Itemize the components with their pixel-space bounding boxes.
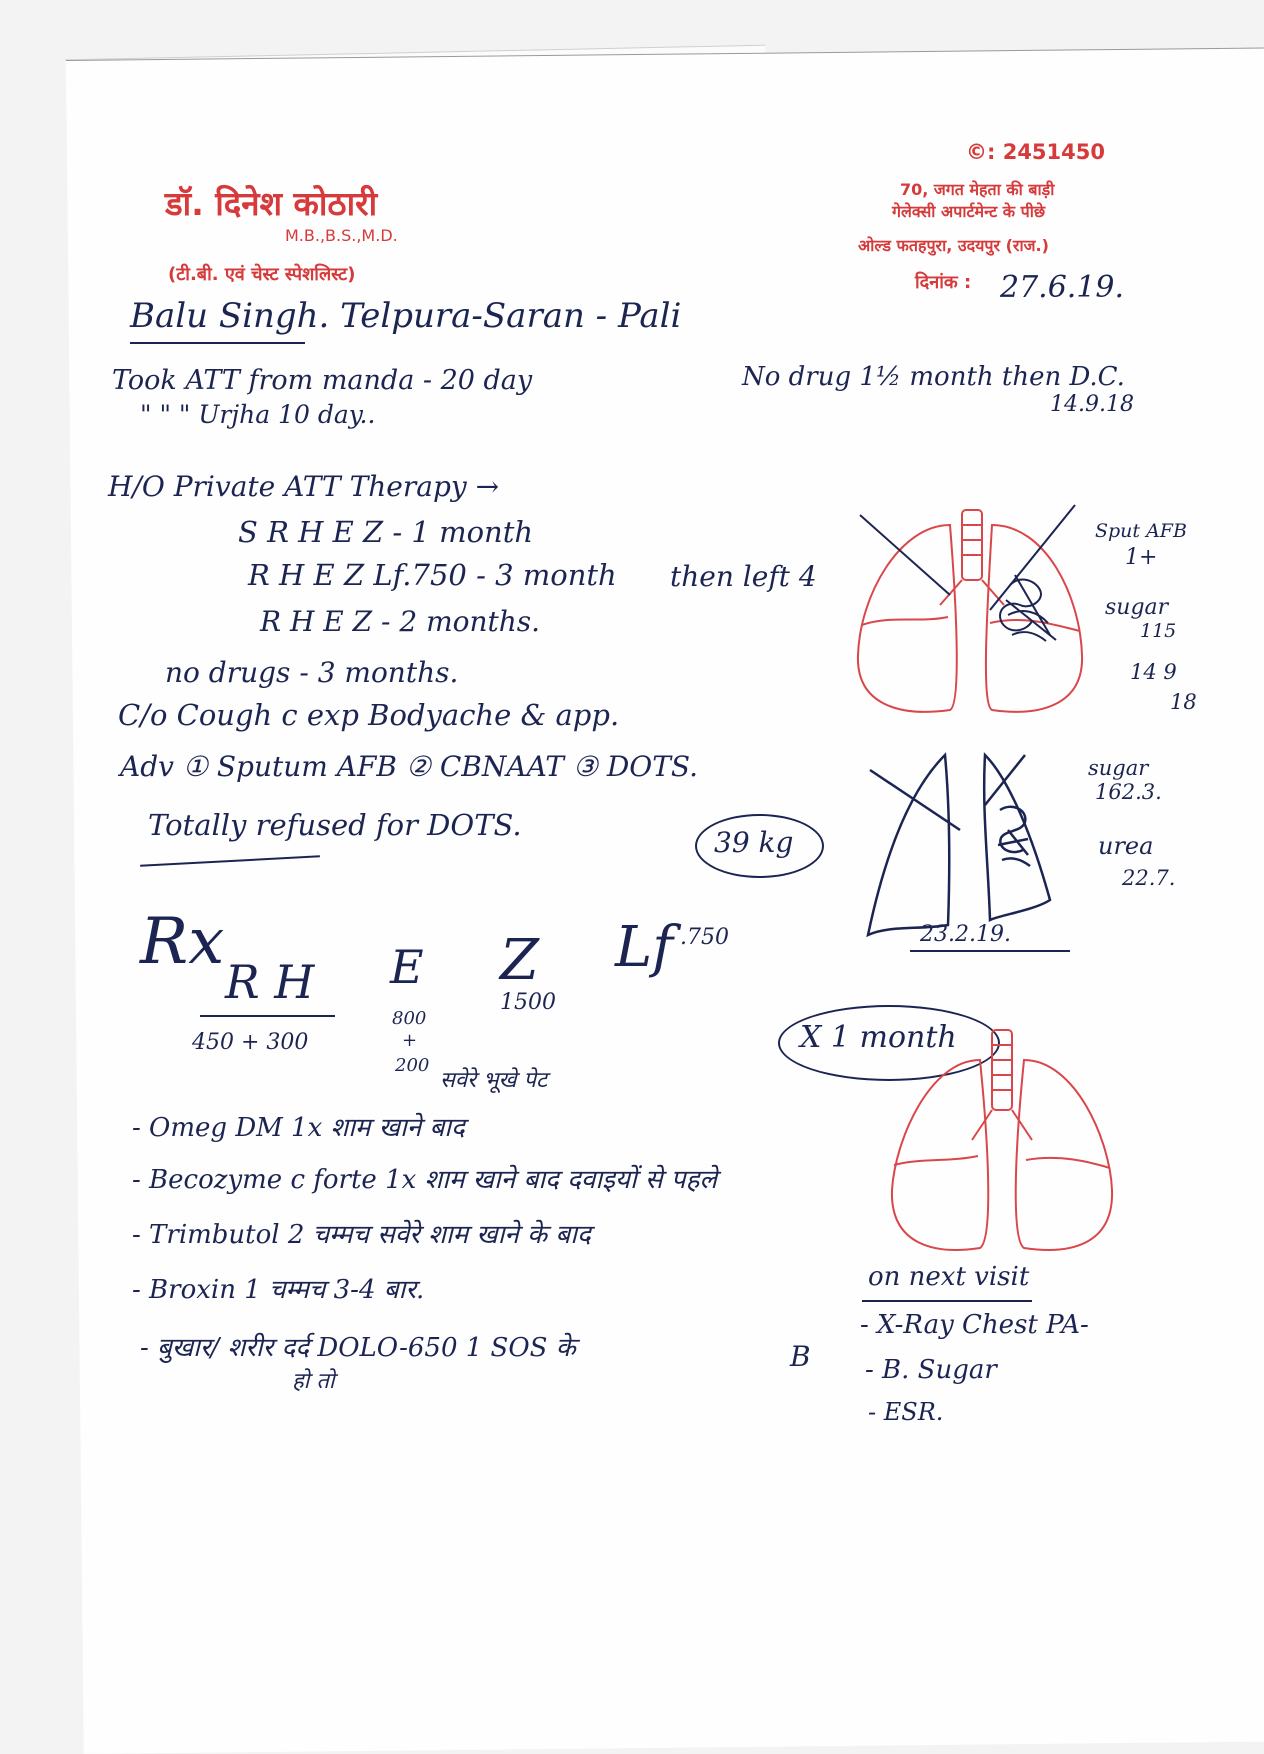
date-label: दिनांक : (915, 272, 972, 293)
drug-e-plus: + (402, 1030, 418, 1051)
history-line-2: " " " Urjha 10 day.. (140, 400, 376, 429)
med-line-3: - Trimbutol 2 चम्मच सवेरे शाम खाने के बाद (132, 1220, 591, 1250)
dc-date: 14.9.18 (1050, 392, 1134, 417)
investigation-xray: - X-Ray Chest PA- (860, 1310, 1089, 1340)
investigation-sugar: - B. Sugar (865, 1355, 997, 1385)
drug-e: E (390, 940, 424, 994)
sputum-value: 1+ (1125, 545, 1158, 570)
doctor-specialty: (टी.बी. एवं चेस्ट स्पेशलिस्ट) (168, 264, 356, 285)
drug-rh-underline (200, 1015, 335, 1017)
lung1-date-top: 14 9 (1130, 660, 1177, 684)
lung1-date-bottom: 18 (1170, 690, 1197, 714)
regimen-line-1: S R H E Z - 1 month (238, 515, 534, 549)
drug-e-dose-2: 200 (395, 1055, 430, 1076)
then-left-note: then left 4 (670, 560, 817, 593)
advice-line: Adv ① Sputum AFB ② CBNAAT ③ DOTS. (120, 750, 699, 783)
sugar-value-2: 162.3. (1095, 780, 1162, 804)
address-line-2: गेलेक्सी अपार्टमेन्ट के पीछे (892, 202, 1046, 221)
complaints-line: C/o Cough c exp Bodyache & app. (118, 698, 620, 732)
investigation-esr: - ESR. (868, 1398, 944, 1426)
drug-lf: Lf (615, 915, 673, 980)
address-line-3: ओल्ड फतहपुरा, उदयपुर (राज.) (858, 236, 1049, 255)
next-visit-underline (862, 1300, 1032, 1302)
date-value: 27.6.19. (1000, 270, 1125, 305)
drug-rh-dose: 450 + 300 (192, 1030, 309, 1055)
private-att-history: H/O Private ATT Therapy → (108, 470, 500, 503)
no-drug-note: No drug 1½ month then D.C. (742, 362, 1125, 392)
urea-value: 22.7. (1122, 866, 1176, 890)
drug-rh: R H (225, 955, 315, 1009)
duration: X 1 month (800, 1020, 957, 1055)
urea-label: urea (1098, 832, 1154, 860)
regimen-line-2: R H E Z Lf.750 - 3 month (248, 558, 617, 592)
phone-number: ©: 2451450 (966, 140, 1105, 164)
no-drugs-note: no drugs - 3 months. (165, 656, 459, 689)
sugar-label-1: sugar (1105, 595, 1169, 620)
lung-diagram-3 (880, 1030, 1140, 1260)
rx-symbol: Rx (140, 905, 225, 979)
history-line-1: Took ATT from manda - 20 day (112, 365, 533, 396)
doctor-degree: M.B.,B.S.,M.D. (285, 226, 398, 245)
drug-z: Z (500, 928, 539, 993)
drug-z-dose: 1500 (500, 990, 556, 1015)
weight-value: 39 kg (714, 826, 794, 859)
drug-e-dose-1: 800 (392, 1008, 427, 1029)
sputum-label: Sput AFB (1095, 520, 1187, 542)
investigations-prefix: B (790, 1340, 811, 1373)
lung-diagram-1 (840, 505, 1120, 725)
regimen-line-3: R H E Z - 2 months. (260, 605, 541, 638)
morning-note: सवेरे भूखे पेट (440, 1068, 548, 1093)
lung2-date-underline (910, 950, 1070, 952)
med-line-5: - बुखार/ शरीर दर्द DOLO-650 1 SOS के (140, 1333, 576, 1363)
drug-lf-dose: .750 (680, 925, 729, 950)
lung-diagram-2 (850, 750, 1090, 940)
next-visit-label: on next visit (868, 1262, 1030, 1292)
med-line-5-sub: हो तो (292, 1369, 335, 1394)
refused-dots-note: Totally refused for DOTS. (148, 808, 522, 842)
lung2-date: 23.2.19. (920, 922, 1011, 947)
address-line-1: 70, जगत मेहता की बाड़ी (900, 180, 1055, 199)
patient-underline (130, 342, 305, 344)
med-line-1: - Omeg DM 1x शाम खाने बाद (132, 1113, 465, 1143)
sugar-label-2: sugar (1088, 756, 1149, 780)
doctor-name: डॉ. दिनेश कोठारी (165, 184, 378, 223)
patient-name-place: Balu Singh. Telpura-Saran - Pali (130, 296, 682, 336)
med-line-2: - Becozyme c forte 1x शाम खाने बाद दवाइयों से पहले (132, 1165, 718, 1195)
med-line-4: - Broxin 1 चम्मच 3-4 बार. (132, 1275, 425, 1305)
sugar-value-1: 115 (1140, 620, 1177, 642)
